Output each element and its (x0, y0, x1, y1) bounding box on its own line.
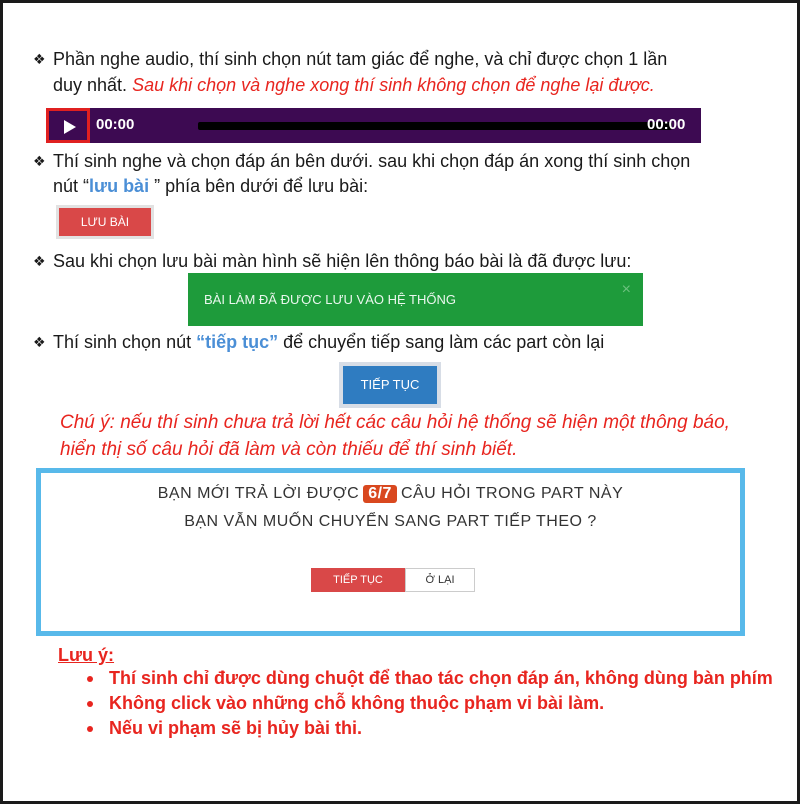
step-1-text: Phần nghe audio, thí sinh chọn nút tam giác để nghe, và chỉ được chọn 1 lần (53, 49, 668, 69)
diamond-bullet-icon: ❖ (33, 334, 46, 350)
rule-item: Không click vào những chỗ không thuộc phạm vi bài làm. (81, 692, 781, 715)
step-2-text: Thí sinh nghe và chọn đáp án bên dưới. sau khi chọn đáp án xong thí sinh chọn (53, 151, 691, 171)
save-button[interactable]: LƯU BÀI (56, 205, 154, 239)
dialog-line-1-prefix: BẠN MỚI TRẢ LỜI ĐƯỢC (157, 485, 360, 502)
step-1-warning: Sau khi chọn và nghe xong thí sinh không chọn để nghe lại được. (132, 75, 655, 95)
step-2-continuation (53, 174, 368, 198)
step-4-instruction (33, 330, 604, 354)
rule-item: Thí sinh chỉ được dùng chuột để thao tác chọn đáp án, không dùng bàn phím (81, 667, 781, 690)
dialog-line-1 (41, 485, 740, 503)
step-3-instruction (33, 249, 631, 273)
diamond-bullet-icon: ❖ (33, 51, 46, 67)
dialog-line-1-suffix: CÂU HỎI TRONG PART NÀY (400, 485, 624, 502)
caution-title: Lưu ý: (58, 645, 115, 665)
play-button[interactable] (46, 108, 90, 143)
step-2-suffix: ” phía bên dưới để lưu bài: (149, 176, 369, 196)
dialog-continue-button[interactable]: TIẾP TỤC (311, 568, 405, 592)
saved-alert-message: BÀI LÀM ĐÃ ĐƯỢC LƯU VÀO HỆ THỐNG (204, 292, 456, 307)
step-1-continuation (53, 73, 655, 97)
continue-button[interactable]: TIẾP TỤC (339, 362, 441, 408)
audio-player (46, 108, 701, 143)
step-1-instruction (33, 47, 667, 71)
caution-rules (81, 667, 781, 742)
rule-item: Nếu vi phạm sẽ bị hủy bài thi. (81, 717, 781, 740)
duration-time: 00:00 (647, 116, 686, 133)
play-icon (64, 120, 76, 134)
note-line-2: hiển thị số câu hỏi đã làm và còn thiếu để thí sinh biết. (60, 439, 518, 460)
step-4-suffix: để chuyển tiếp sang làm các part còn lại (278, 332, 605, 352)
diamond-bullet-icon: ❖ (33, 253, 46, 269)
step-4-highlight: “tiếp tục” (196, 332, 279, 352)
note-line-1: Chú ý: nếu thí sinh chưa trả lời hết các câu hỏi hệ thống sẽ hiện một thông báo, (60, 412, 730, 433)
incomplete-dialog (36, 468, 745, 636)
step-2-prefix: nút “ (53, 176, 90, 196)
step-3-text: Sau khi chọn lưu bài màn hình sẽ hiện lên thông báo bài là đã được lưu: (53, 251, 632, 271)
dialog-stay-button[interactable]: Ở LẠI (405, 568, 475, 592)
current-time: 00:00 (96, 116, 135, 133)
close-icon[interactable]: × (621, 281, 631, 298)
step-2-highlight: lưu bài (89, 176, 150, 196)
note (60, 409, 795, 463)
step-4-prefix: Thí sinh chọn nút (53, 332, 197, 352)
saved-alert (188, 273, 643, 326)
step-2-instruction (33, 149, 690, 173)
dialog-line-2: BẠN VẪN MUỐN CHUYỂN SANG PART TIẾP THEO ? (184, 513, 597, 530)
audio-progress-track[interactable] (198, 122, 672, 130)
step-1-text-cont: duy nhất. (53, 75, 128, 95)
answered-count-badge: 6/7 (363, 485, 397, 503)
diamond-bullet-icon: ❖ (33, 153, 46, 169)
